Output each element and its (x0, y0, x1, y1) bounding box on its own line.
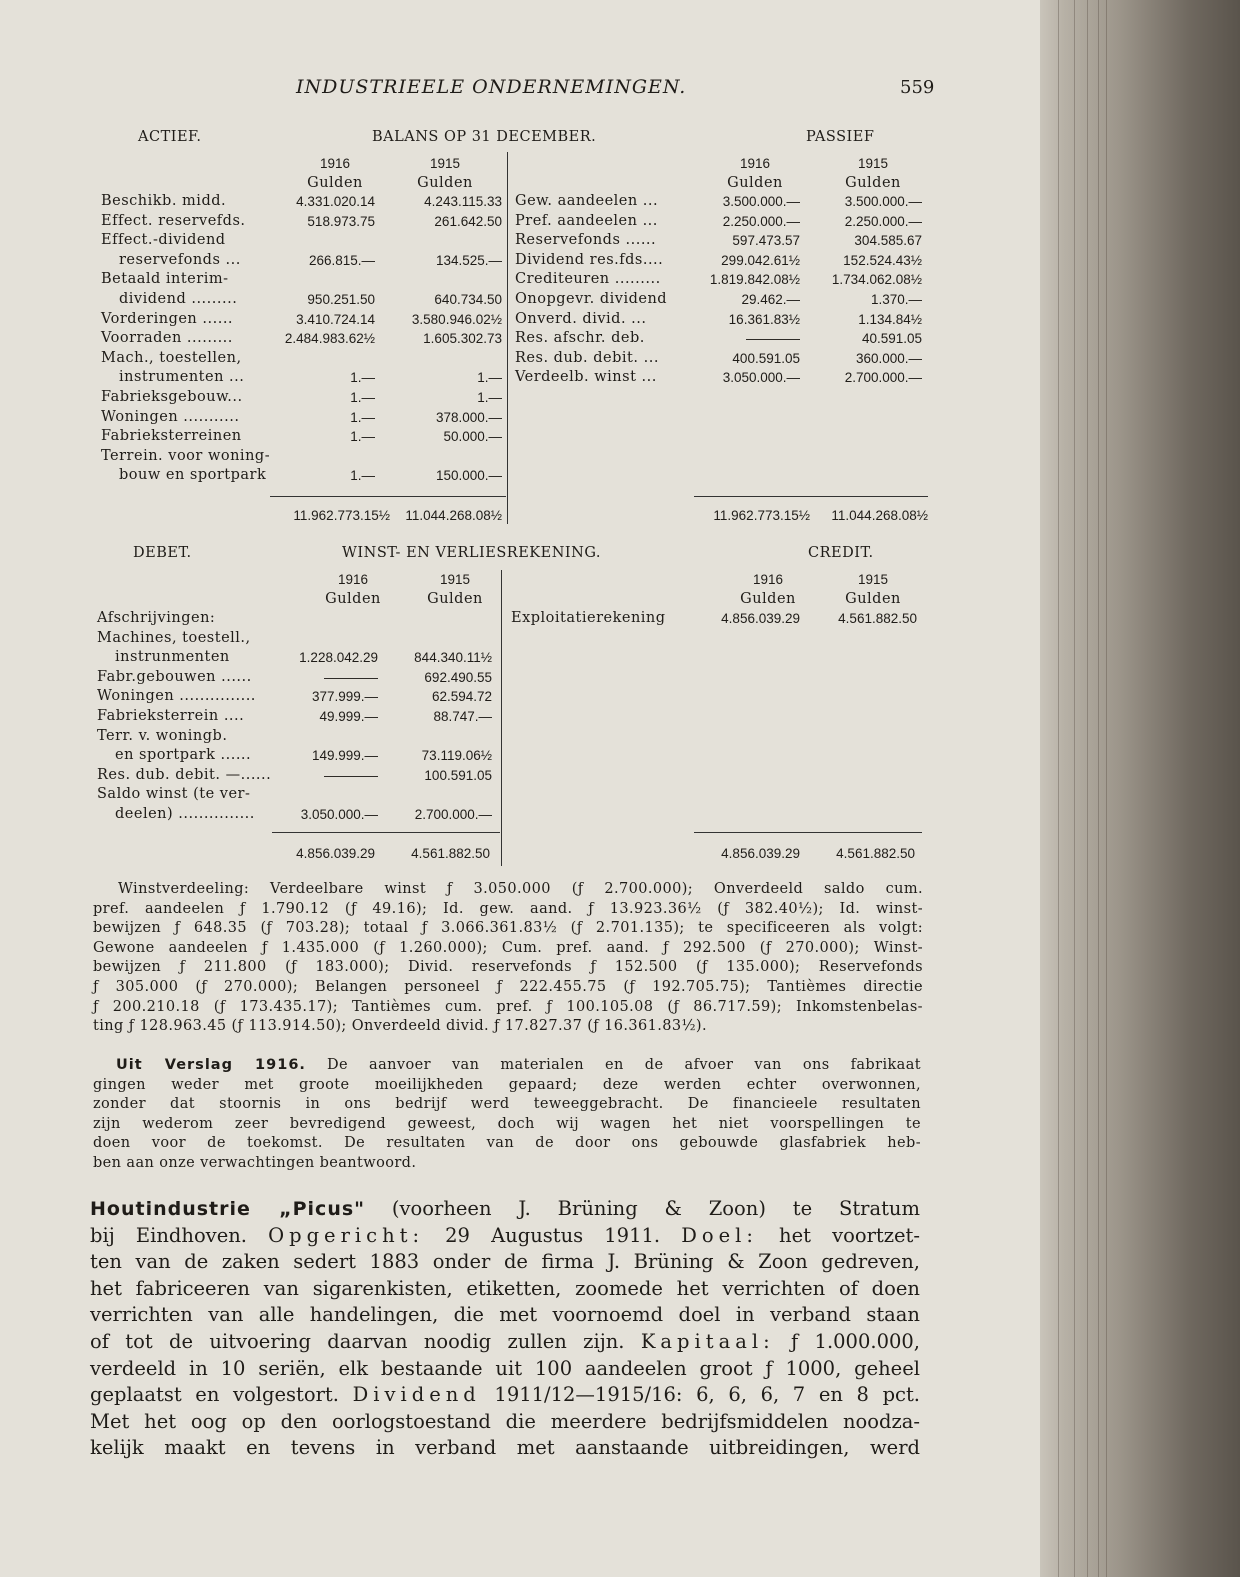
row-label: Voorraden ......... (101, 330, 233, 347)
row-label: Pref. aandeelen ... (515, 212, 658, 229)
value-1916: 950.251.50 (307, 292, 375, 307)
actief-total-rule (270, 496, 506, 497)
value-1916: 1.819.842.08½ (709, 272, 800, 288)
winstverdeeling-paragraph (93, 880, 923, 1037)
row-label: Beschikb. midd. (101, 193, 227, 209)
picus-line: verdeeld in 10 seriën, elk bestaande uit 100 aandeelen groot ƒ 1000, geheel (90, 1356, 920, 1380)
value-1915: 62.594.72 (431, 689, 492, 705)
value-1916: 4.331.020.14 (296, 194, 375, 209)
row-label: dividend ......... (119, 291, 238, 307)
value-1916: 1.— (350, 390, 375, 405)
passief-total-rule (694, 496, 928, 497)
verslag-lead: Uit Verslag 1916. (116, 1057, 306, 1073)
total-debet-1915: 4.561.882.50 (411, 846, 490, 861)
winstverdeeling-line: ting ƒ 128.963.45 (ƒ 113.914.50); Onverdeeld divid. ƒ 17.827.37 (ƒ 16.361.83½). (93, 1018, 707, 1035)
value-1916: 518.973.75 (307, 213, 375, 229)
verslag-line-1: Uit Verslag 1916. De aanvoer van materialen en de afvoer van ons fabrikaat (116, 1057, 921, 1073)
value-1916: 1.— (350, 409, 375, 425)
value-1916: 4.856.039.29 (721, 611, 800, 626)
year-1915-actief: 1915 (429, 156, 461, 171)
year-1916-actief: 1916 (319, 156, 351, 171)
value-1915: 1.134.84½ (858, 311, 922, 327)
row-label: Verdeelb. winst ... (515, 369, 657, 386)
verslag-line: gingen weder met groote moeilijkheden gepaard; deze werden echter overwonnen, (93, 1076, 921, 1093)
year-1915-debet: 1915 (439, 572, 471, 587)
value-1915: 640.734.50 (434, 292, 502, 307)
value-1915: 1.— (477, 390, 502, 405)
year-1916-passief: 1916 (739, 156, 771, 171)
debet-total-rule (272, 832, 500, 833)
row-label: Effect. reservefds. (101, 212, 246, 229)
unit-1915-actief: Gulden (417, 175, 473, 191)
total-credit-1916: 4.856.039.29 (721, 846, 800, 861)
value-1915: 150.000.— (435, 468, 502, 484)
value-1915: 134.525.— (435, 252, 502, 268)
doel-label: Doel: (681, 1223, 758, 1247)
row-label: Woningen ............... (97, 688, 256, 705)
row-label: Fabrieksgebouw... (101, 389, 243, 405)
value-1916: 597.473.57 (732, 233, 800, 249)
winstverdeeling-line: Gewone aandeelen ƒ 1.435.000 (ƒ 1.260.000); Cum. pref. aand. ƒ 292.500 (ƒ 270.000); Winst- (93, 939, 923, 956)
winstverdeeling-line: pref. aandeelen ƒ 1.790.12 (ƒ 49.16); Id. gew. aand. ƒ 13.923.36½ (ƒ 382.40½); Id. winst- (93, 900, 923, 917)
picus-company-name: Houtindustrie „Picus" (90, 1198, 366, 1220)
value-1916: 400.591.05 (732, 350, 800, 366)
total-passief-1915: 11.044.268.08½ (831, 508, 928, 523)
row-label: Reservefonds ...... (515, 232, 657, 249)
row-label: Mach., toestellen, (101, 349, 242, 366)
row-label: Effect.-dividend (101, 232, 226, 249)
unit-1915-credit: Gulden (845, 591, 901, 607)
winst-divider (501, 570, 502, 866)
picus-line-8: geplaatst en volgestort. Dividend 1911/12—1915/16: 6, 6, 6, 7 en 8 pct. (90, 1383, 921, 1407)
row-label: Gew. aandeelen ... (515, 193, 659, 209)
row-label: Fabrieksterreinen (101, 428, 242, 445)
year-1915-passief: 1915 (857, 156, 889, 171)
row-label: Res. dub. debit. ... (515, 349, 659, 366)
unit-1916-passief: Gulden (727, 175, 783, 191)
winstverdeeling-line: bewijzen ƒ 211.800 (ƒ 183.000); Divid. reservefonds ƒ 152.500 (ƒ 135.000); Reservefonds (93, 959, 923, 976)
value-1916: 377.999.— (311, 689, 378, 705)
winstverdeeling-line: ƒ 200.210.18 (ƒ 173.435.17); Tantièmes cum. pref. ƒ 100.105.08 (ƒ 86.717.59); Inkomstenbelas- (93, 998, 923, 1015)
actief-label: ACTIEF. (138, 129, 202, 145)
kapitaal-label: Kapitaal: (640, 1329, 775, 1353)
value-1915: 1.734.062.08½ (831, 272, 922, 288)
verslag-line: zijn wederom zeer bevredigend geweest, doch wij wagen het niet voorspellingen te (93, 1115, 921, 1132)
value-1916: 1.— (350, 468, 375, 484)
row-label: Terrein. voor woning- (101, 447, 271, 464)
credit-label: CREDIT. (808, 545, 874, 561)
row-label: deelen) ............... (115, 806, 255, 822)
value-1916: 1.228.042.29 (299, 650, 378, 666)
picus-line: Met het oog op den oorlogstoestand die meerdere bedrijfsmiddelen noodza- (90, 1409, 920, 1433)
value-1915: 88.747.— (433, 709, 492, 724)
row-label: Fabr.gebouwen ...... (97, 668, 252, 685)
row-label: Onopgevr. dividend (515, 291, 668, 307)
row-label: Afschrijvingen: (97, 610, 216, 626)
value-1915: 40.591.05 (861, 331, 922, 347)
value-1915: 2.700.000.— (844, 370, 922, 386)
picus-line-2: bij Eindhoven. Opgericht: 29 Augustus 1911. Doel: het voortzet- (90, 1223, 920, 1247)
value-1915: 2.700.000.— (414, 807, 492, 822)
row-label: Res. afschr. deb. (515, 330, 645, 347)
passief-label: PASSIEF (806, 129, 875, 145)
unit-1916-credit: Gulden (740, 591, 796, 607)
value-1915: 50.000.— (443, 429, 502, 445)
row-label: Machines, toestell., (97, 629, 251, 646)
unit-1916-debet: Gulden (325, 591, 381, 607)
balans-divider (507, 152, 508, 524)
unit-1915-debet: Gulden (427, 591, 483, 607)
row-label: Saldo winst (te ver- (97, 786, 251, 803)
debet-label: DEBET. (133, 545, 192, 561)
total-actief-1916: 11.962.773.15½ (293, 508, 390, 523)
dividend-label: Dividend (352, 1383, 481, 1407)
row-label: Fabrieksterrein .... (97, 708, 245, 724)
value-1915: 304.585.67 (854, 233, 922, 249)
value-1915: 360.000.— (855, 350, 922, 366)
row-label: Woningen ........... (101, 408, 240, 425)
value-1916: ———— (324, 669, 378, 685)
value-1916: 2.250.000.— (722, 213, 800, 229)
winstverdeeling-line: bewijzen ƒ 648.35 (ƒ 703.28); totaal ƒ 3.066.361.83½ (ƒ 2.701.135); te specificeeren als volgt: (93, 920, 923, 937)
row-label: reservefonds ... (119, 251, 241, 268)
value-1915: 378.000.— (435, 409, 502, 425)
winstverdeeling-line: ƒ 305.000 (ƒ 270.000); Belangen personeel ƒ 222.455.75 (ƒ 192.705.75); Tantièmes directie (93, 978, 923, 995)
year-1916-debet: 1916 (337, 572, 369, 587)
value-1915: 73.119.06½ (421, 748, 492, 764)
verslag-line: ben aan onze verwachtingen beantwoord. (93, 1154, 417, 1171)
year-1916-credit: 1916 (752, 572, 784, 587)
opgericht-label: Opgericht: (268, 1223, 425, 1247)
page-number: 559 (900, 77, 935, 98)
value-1915: 844.340.11½ (414, 650, 492, 666)
year-1915-credit: 1915 (857, 572, 889, 587)
value-1916: 49.999.— (319, 709, 378, 724)
value-1916: 3.050.000.— (300, 807, 378, 822)
row-label: Res. dub. debit. —...... (97, 766, 272, 783)
picus-line: ten van de zaken sedert 1883 onder de firma J. Brüning & Zoon gedreven, (90, 1250, 920, 1274)
total-actief-1915: 11.044.268.08½ (405, 508, 502, 523)
value-1916: 16.361.83½ (728, 311, 800, 327)
book-page-edges (1040, 0, 1240, 1577)
balans-title: BALANS OP 31 DECEMBER. (372, 129, 597, 145)
value-1916: 2.484.983.62½ (284, 331, 375, 347)
value-1915: 4.561.882.50 (838, 611, 917, 626)
row-label: Dividend res.fds.... (515, 251, 664, 268)
value-1916: ———— (746, 331, 800, 347)
value-1916: ———— (324, 767, 378, 783)
value-1915: 692.490.55 (424, 669, 492, 685)
verslag-paragraph (93, 1056, 921, 1174)
value-1916: 3.050.000.— (722, 370, 800, 386)
picus-line: het fabriceeren van sigarenkisten, etiketten, zoomede het verrichten of doen (90, 1276, 920, 1300)
value-1915: 1.— (477, 370, 502, 386)
row-label: Vorderingen ...... (101, 310, 234, 327)
running-head-title: INDUSTRIEELE ONDERNEMINGEN. (296, 76, 687, 98)
value-1916: 149.999.— (311, 748, 378, 764)
value-1916: 29.462.— (741, 292, 800, 307)
value-1916: 266.815.— (308, 252, 375, 268)
row-label: Betaald interim- (101, 271, 229, 288)
verslag-line: doen voor de toekomst. De resultaten van de door ons gebouwde glasfabriek heb- (93, 1135, 921, 1152)
value-1915: 3.500.000.— (844, 194, 922, 209)
row-label: Terr. v. woningb. (97, 727, 228, 744)
row-label: Onverd. divid. ... (515, 310, 647, 327)
winst-title: WINST- EN VERLIESREKENING. (342, 545, 601, 561)
total-passief-1916: 11.962.773.15½ (713, 508, 810, 523)
picus-paragraph (90, 1196, 920, 1462)
value-1915: 100.591.05 (424, 767, 492, 783)
total-credit-1915: 4.561.882.50 (836, 846, 915, 861)
unit-1916-actief: Gulden (307, 175, 363, 191)
total-debet-1916: 4.856.039.29 (296, 846, 375, 861)
value-1916: 299.042.61½ (721, 252, 800, 268)
value-1916: 1.— (350, 370, 375, 386)
row-label: bouw en sportpark (119, 467, 267, 484)
value-1915: 261.642.50 (434, 213, 502, 229)
value-1915: 4.243.115.33 (424, 194, 502, 209)
verslag-line: zonder dat stoornis in ons bedrijf werd teweeggebracht. De financieele resultaten (93, 1096, 921, 1113)
value-1915: 1.605.302.73 (423, 331, 502, 347)
value-1916: 3.410.724.14 (296, 311, 375, 327)
credit-total-rule (694, 832, 922, 833)
value-1916: 1.— (350, 429, 375, 445)
row-label: Crediteuren ......... (515, 271, 661, 288)
picus-line-1: Houtindustrie „Picus" (voorheen J. Brüning & Zoon) te Stratum (90, 1197, 920, 1220)
winstverdeeling-line: Winstverdeeling: Verdeelbare winst ƒ 3.050.000 (ƒ 2.700.000); Onverdeeld saldo cum. (118, 881, 923, 897)
row-label: instrumenten ... (119, 369, 245, 386)
row-label: en sportpark ...... (115, 747, 252, 764)
value-1915: 152.524.43½ (843, 252, 922, 268)
picus-line: verrichten van alle handelingen, die met voornoemd doel in verband staan (90, 1303, 920, 1327)
value-1915: 3.580.946.02½ (411, 311, 502, 327)
value-1916: 3.500.000.— (722, 194, 800, 209)
value-1915: 1.370.— (870, 292, 922, 307)
picus-line-6: of tot de uitvoering daarvan noodig zullen zijn. Kapitaal: ƒ 1.000.000, (90, 1329, 920, 1353)
row-label: instrunmenten (115, 649, 230, 666)
picus-line: kelijk maakt en tevens in verband met aanstaande uitbreidingen, werd (90, 1436, 920, 1460)
unit-1915-passief: Gulden (845, 175, 901, 191)
value-1915: 2.250.000.— (844, 213, 922, 229)
row-label: Exploitatierekening (511, 610, 666, 626)
